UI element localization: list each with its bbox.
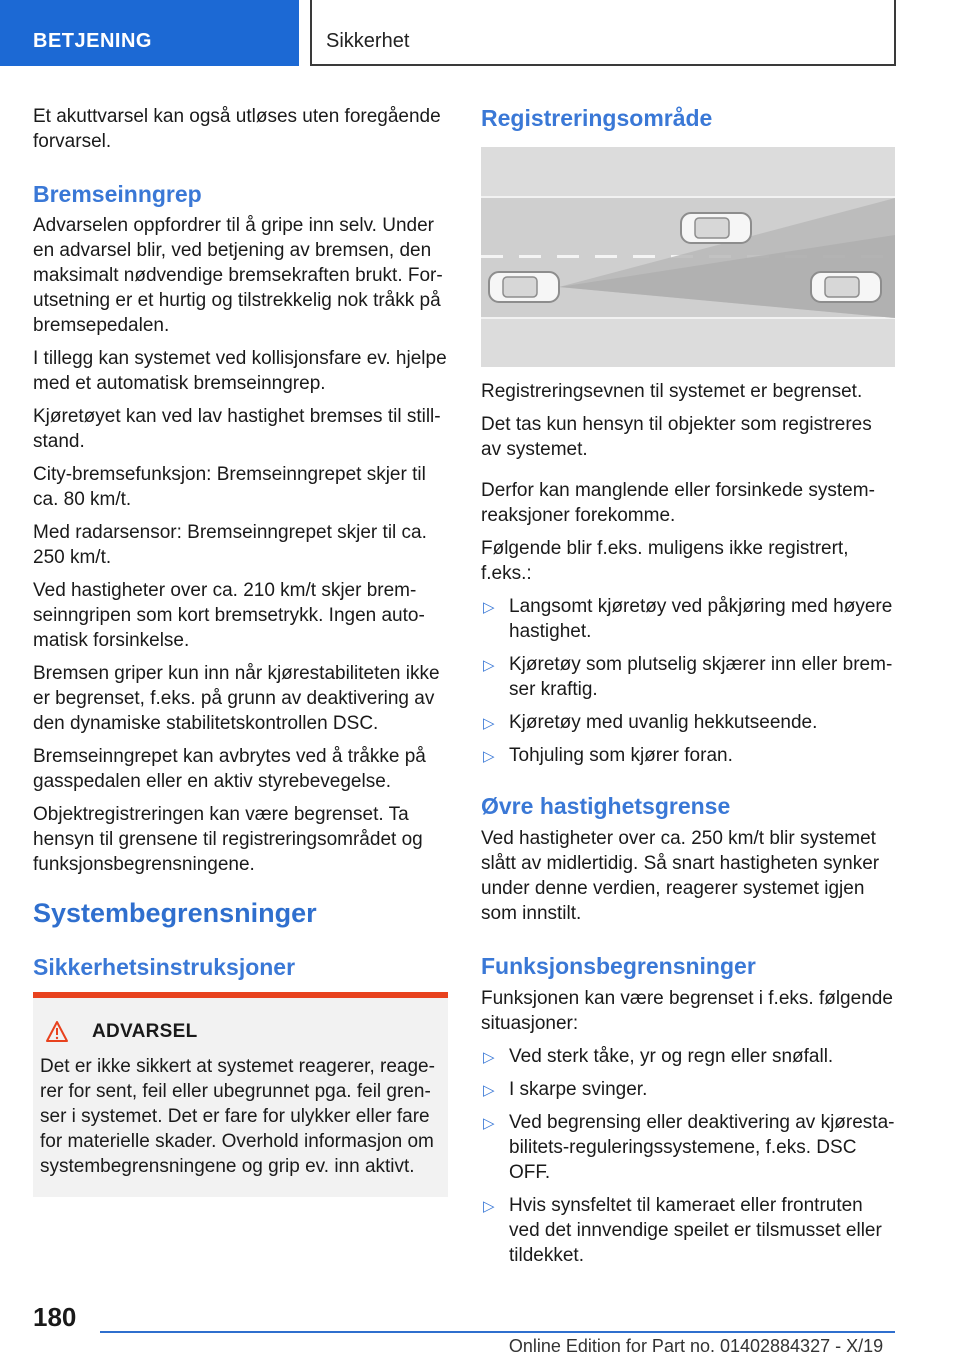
list-item bbox=[481, 1077, 896, 1102]
list-item-text: Ved begrensing eller deaktivering av kjørestabilitets-reguleringssystemene, f.eks. DSC OFF. bbox=[509, 1112, 895, 1183]
section-header bbox=[310, 0, 896, 66]
upper-speed-limit-heading: Øvre hastighetsgrense bbox=[481, 793, 731, 819]
paragraph: Bremsen griper kun inn når kjørestabiliteten ikke er begrenset, f.eks. på grunn av deaktivering av den dynamiske stabilitetskontrollen DSC. bbox=[33, 663, 440, 734]
warning-box bbox=[33, 992, 448, 1197]
list-item-text: Kjøretøy som plutselig skjærer inn eller bremser kraftig. bbox=[509, 654, 893, 700]
function-bullet-list bbox=[481, 1044, 896, 1268]
triangle-bullet-icon: ▷ bbox=[483, 657, 495, 674]
chapter-label: BETJENING bbox=[33, 30, 152, 52]
list-item bbox=[481, 1193, 896, 1268]
list-item bbox=[481, 1110, 896, 1185]
list-item bbox=[481, 710, 896, 735]
warning-triangle-icon bbox=[46, 1020, 92, 1044]
warning-header bbox=[40, 1020, 440, 1044]
detection-area-illustration bbox=[481, 147, 895, 367]
page-number: 180 bbox=[33, 1302, 77, 1332]
list-item bbox=[481, 652, 896, 702]
warning-text: Det er ikke sikkert at systemet reagerer, reagerer for sent, feil eller ubegrunnet pga. feil grenser i systemet. Det er fare for ulykker eller fare for materielle skader. Overhold informasjon om systembegrensningene og grip ev. inn aktivt. bbox=[40, 1056, 435, 1177]
list-item-text: Hvis synsfeltet til kameraet eller frontruten ved det innvendige speilet er tilsmusset eller tildekket. bbox=[509, 1195, 882, 1266]
paragraph: Registreringsevnen til systemet er begrenset. bbox=[481, 381, 863, 402]
paragraph: Derfor kan manglende eller forsinkede systemreaksjoner forekomme. bbox=[481, 480, 875, 526]
triangle-bullet-icon: ▷ bbox=[483, 748, 495, 765]
car-illustration bbox=[489, 272, 559, 302]
paragraph: Med radarsensor: Bremseinngrepet skjer til ca. 250 km/t. bbox=[33, 522, 427, 568]
section-title: Sikkerhet bbox=[326, 30, 410, 52]
safety-instructions-heading: Sikkerhetsinstruksjoner bbox=[33, 954, 296, 980]
paragraph: Følgende blir f.eks. muligens ikke registrert, f.eks.: bbox=[481, 538, 849, 584]
list-item bbox=[481, 743, 896, 768]
list-item bbox=[481, 594, 896, 644]
function-limits-content bbox=[481, 986, 896, 1276]
warning-title: ADVARSEL bbox=[92, 1021, 198, 1042]
paragraph: Bremseinngrepet kan avbrytes ved å tråkke på gasspedalen eller en aktiv styrebevegelse. bbox=[33, 746, 426, 792]
system-limits-heading: Systembegrensninger bbox=[33, 898, 317, 928]
footer-edition: Online Edition for Part no. 01402884327 - X/19 bbox=[508, 1336, 884, 1356]
list-item-text: Tohjuling som kjører foran. bbox=[509, 745, 733, 766]
triangle-bullet-icon: ▷ bbox=[483, 1082, 495, 1099]
car-illustration bbox=[811, 272, 881, 302]
triangle-bullet-icon: ▷ bbox=[483, 715, 495, 732]
brake-heading: Bremseinngrep bbox=[33, 181, 202, 207]
detection-area-heading: Registreringsområde bbox=[481, 105, 713, 131]
triangle-bullet-icon: ▷ bbox=[483, 1049, 495, 1066]
list-item bbox=[481, 1044, 896, 1069]
triangle-bullet-icon: ▷ bbox=[483, 1198, 495, 1215]
list-item-text: Ved sterk tåke, yr og regn eller snøfall. bbox=[509, 1046, 834, 1067]
chapter-tab bbox=[0, 0, 299, 66]
brake-paragraphs bbox=[33, 213, 448, 885]
detection-paragraphs bbox=[481, 379, 896, 776]
paragraph: Objektregistreringen kan være begrenset. Ta hensyn til grensene til registreringsområdet og funksjonsbegrensningene. bbox=[33, 804, 423, 875]
intro-paragraph: Et akuttvarsel kan også utløses uten foregående forvarsel. bbox=[33, 106, 441, 152]
paragraph: Ved hastigheter over ca. 210 km/t skjer bremseinngripen som kort bremsetrykk. Ingen automatisk forsinkelse. bbox=[33, 580, 425, 651]
paragraph: City-bremsefunksjon: Bremseinngrepet skjer til ca. 80 km/t. bbox=[33, 464, 426, 510]
list-item-text: I skarpe svinger. bbox=[509, 1079, 648, 1100]
speed-paragraph: Ved hastigheter over ca. 250 km/t blir systemet slått av midlertidig. Så snart hastigheten synker under denne verdien, reagerer systemet igjen som innstilt. bbox=[481, 828, 880, 924]
paragraph: Advarselen oppfordrer til å gripe inn selv. Under en advarsel blir, ved betjening av bremsen, den maksimalt nødvendige bremsekraften brukt. Forutsetning er et hurtig og tilstrekkelig nok tråkk på bremsepedalen. bbox=[33, 215, 443, 336]
triangle-bullet-icon: ▷ bbox=[483, 599, 495, 616]
detection-bullet-list bbox=[481, 594, 896, 768]
paragraph: Funksjonen kan være begrenset i f.eks. følgende situasjoner: bbox=[481, 988, 893, 1034]
paragraph: Det tas kun hensyn til objekter som registreres av systemet. bbox=[481, 414, 872, 460]
paragraph: I tillegg kan systemet ved kollisjonsfare ev. hjelpe med et automatisk bremseinngrep. bbox=[33, 348, 447, 394]
footer-divider bbox=[100, 1331, 895, 1333]
triangle-bullet-icon: ▷ bbox=[483, 1115, 495, 1132]
list-item-text: Kjøretøy med uvanlig hekkutseende. bbox=[509, 712, 818, 733]
function-limits-heading: Funksjonsbegrensninger bbox=[481, 953, 756, 979]
car-illustration bbox=[681, 213, 751, 243]
paragraph: Kjøretøyet kan ved lav hastighet bremses til stillstand. bbox=[33, 406, 441, 452]
list-item-text: Langsomt kjøretøy ved påkjøring med høyere hastighet. bbox=[509, 596, 893, 642]
